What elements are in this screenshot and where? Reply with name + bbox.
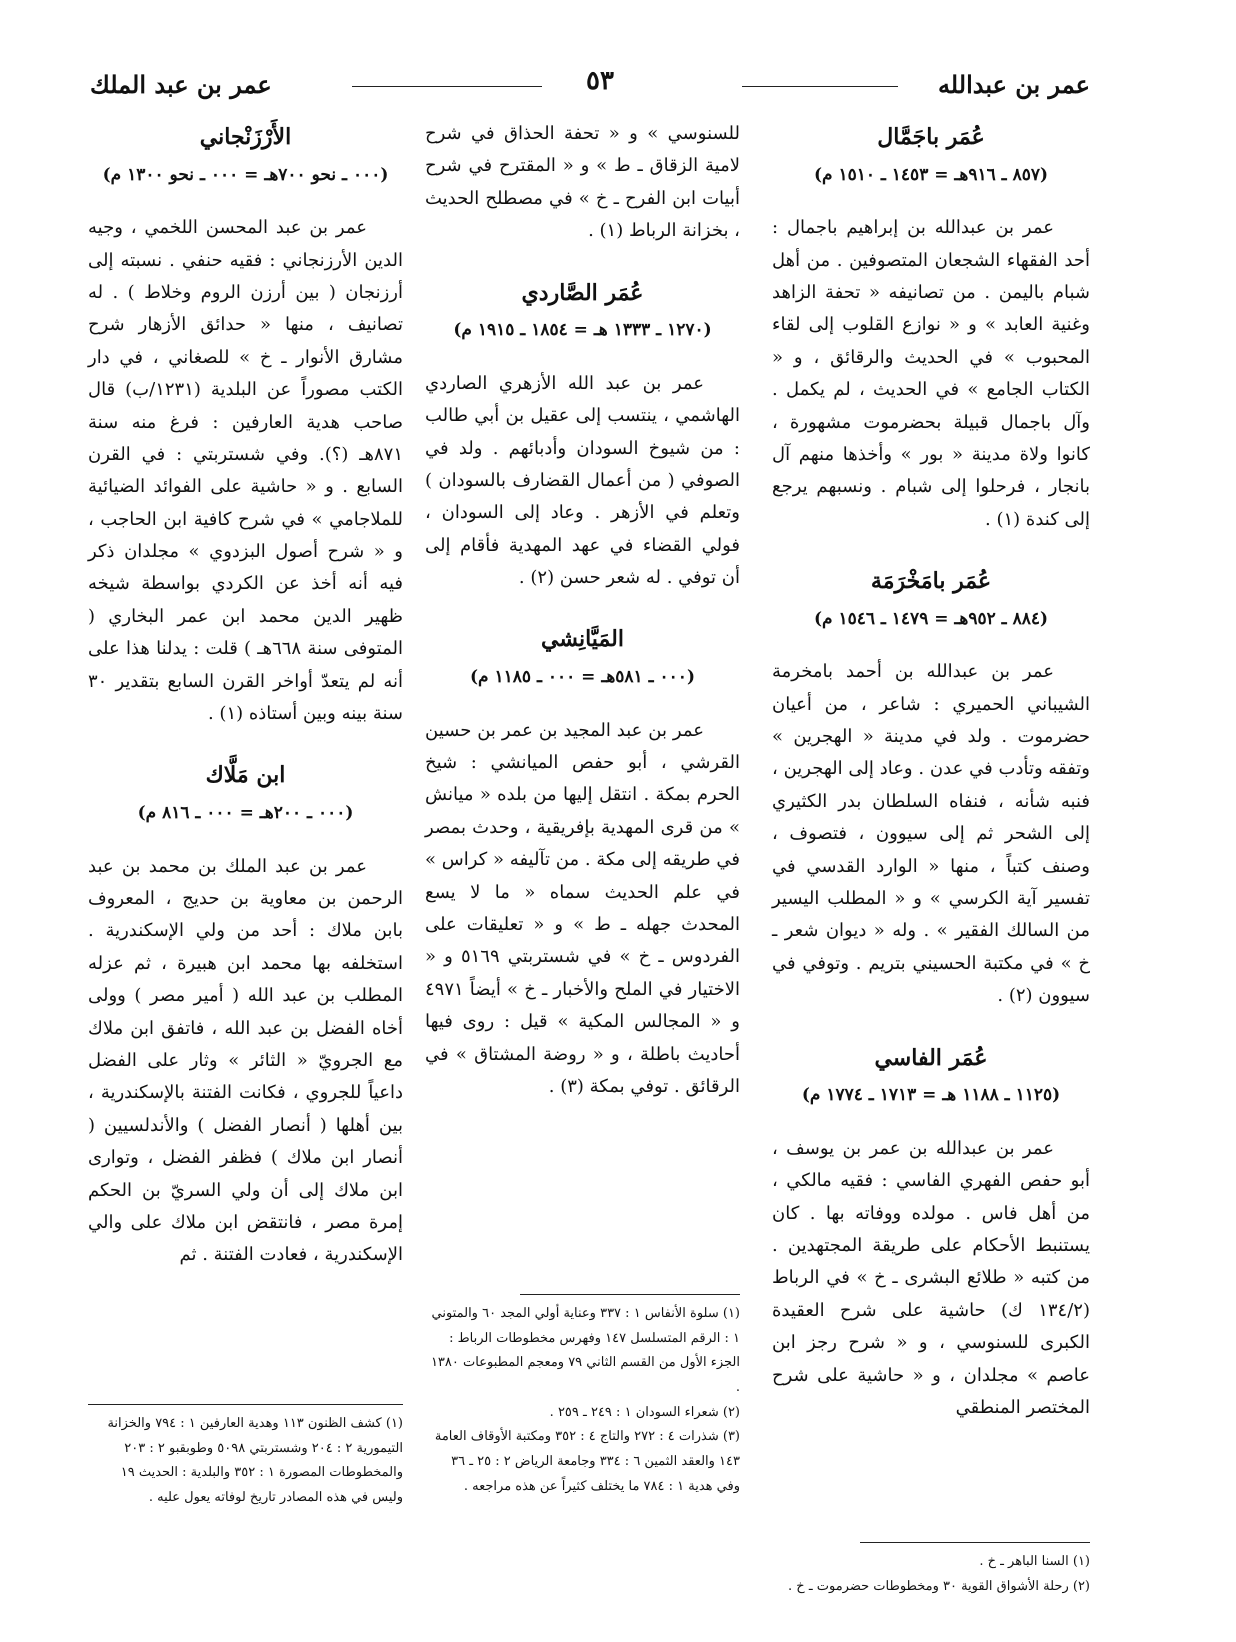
- entry-dates: (٠٠٠ ـ ٢٠٠هـ = ٠٠٠ ـ ٨١٦ م): [137, 803, 354, 824]
- footnote: (٣) شذرات ٤ : ٢٧٢ والتاج ٤ : ٣٥٢ ومكتبة الأوقاف العامة ١٤٣ والعقد الثمين ٦ : ٣٣٤ وجامعة الرياض ٢ : ٢٥ ـ ٣٦ وفي هدية ١ : ٧٨٤ ما يختلف كثيراً عن هذه مراجعه .: [434, 1429, 740, 1494]
- footnote: (٢) رحلة الأشواق القوية ٣٠ ومخطوطات حضرموت ـ خ .: [788, 1578, 1090, 1594]
- footnote-rule-right: [860, 1542, 1090, 1543]
- entry-alsaradi: [425, 274, 740, 595]
- entry-bajammal: [772, 118, 1090, 536]
- footnote: (١) كشف الظنون ١١٣ وهدية العارفين ١ : ٧٩٤ والخزانة التيمورية ٢ : ٢٠٤ وشستربتي ٥٠٩٨ وطوبقبو ٢ : ٢٠٣ والمخطوطات المصورة ١ : ٣٥٢ والبلدية : الحديث ١٩ وليس في هذه المصادر تاريخ لوفاته يعول عليه .: [107, 1416, 403, 1506]
- footnotes-right: [772, 1550, 1090, 1599]
- entry-dates: (٠٠٠ ـ ٥٨١هـ = ٠٠٠ ـ ١١٨٥ م): [470, 667, 695, 688]
- entry-body: عمر بن عبدالله بن عمر بن يوسف ، أبو حفص الفهري الفاسي : فقيه مالكي ، من أهل فاس . مولده ووفاته بها . كان يستنبط الأحكام على طريقة المجتهدين . من كتبه « طلائع البشرى ـ خ » في الرباط (١٣٤/٢ ك) حاشية على شرح العقيدة الكبرى للسنوسي ، و « شرح رجز ابن عاصم » مجلدان ، و « حاشية على شرح المختصر المنطقي: [772, 1137, 1090, 1418]
- column-middle: [425, 118, 740, 1129]
- entry-title: المَيَّانِشي: [541, 626, 624, 653]
- footnote-rule-middle: [520, 1294, 740, 1295]
- entry-title: عُمَر باجَمَّال: [877, 124, 985, 150]
- entry-body: عمر بن عبدالله بن إبراهيم باجمال : أحد الفقهاء الشجعان المتصوفين . من أهل شبام باليمن . من تصانيفه « تحفة الزاهد وغنية العابد » و « نوازع القلوب إلى لقاء المحبوب » في الحديث والرقائق ، و « الكتاب الجامع » في الحديث ، لم يكمل . وآل باجمال قبيلة بحضرموت مشهورة ، كانوا ولاة مدينة « بور » وأخذها منهم آل بانجار ، فرحلوا إلى شبام . ونسبهم يرجع إلى كندة (١) .: [772, 217, 1090, 530]
- footnotes-left: [88, 1412, 403, 1511]
- entry-body: عمر بن عبد الله الأزهري الصاردي الهاشمي ، ينتسب إلى عقيل بن أبي طالب : من شيوخ السودان وأدبائهم . ولد في الصوفي ( من أعمال القضارف بالسودان ) وتعلم في الأزهر . وعاد إلى السودان ، فولي القضاء في عهد المهدية فأقام إلى أن توفي . له شعر حسن (٢) .: [425, 372, 740, 589]
- entry-title: عُمَر بامَخْرَمَة: [870, 568, 992, 595]
- footnote: (١) سلوة الأنفاس ١ : ٣٣٧ وعناية أولي المجد ٦٠ والمتوني ١ : الرقم المتسلسل ١٤٧ وفهرس مخطوطات الرباط : الجزء الأول من القسم الثاني ٧٩ ومعجم المطبوعات ١٣٨٠ .: [430, 1306, 740, 1396]
- entry-title: عُمَر الفاسي: [874, 1044, 988, 1071]
- entry-body: عمر بن عبد المجيد بن عمر بن حسين القرشي ، أبو حفص الميانشي : شيخ الحرم بمكة . انتقل إليها من بلده « ميانش » من قرى المهدية بإفريقية ، وحدث بمصر في طريقه إلى مكة . من تآليفه « كراس » في علم الحديث سماه « ما لا يسع المحدث جهله ـ ط » و « تعليقات على الفردوس ـ خ » في شستربتي ٥١٦٩ و « الاختيار في الملح والأخبار ـ خ » أيضاً ٤٩٧١ و « المجالس المكية » قيل : روى فيها أحاديث باطلة ، و « روضة المشتاق » في الرقائق . توفي بمكة (٣) .: [425, 719, 740, 1097]
- header-rule-left: [352, 86, 542, 87]
- column-left: [88, 118, 403, 1298]
- footnote: (١) السنا الباهر ـ خ .: [979, 1554, 1090, 1569]
- footnote-rule-left: [88, 1404, 403, 1405]
- entry-body: عمر بن عبد الملك بن محمد بن عبد الرحمن بن معاوية بن حديج ، المعروف بابن ملاك : أحد من ولي الإسكندرية . استخلفه بها محمد ابن هبيرة ، ثم عزله المطلب بن عبد الله ( أمير مصر ) وولى أخاه الفضل بن عبد الله ، فاتفق ابن ملاك مع الجرويّ « الثائر » وثار على الفضل داعياً للجروي ، فكانت الفتنة بالإسكندرية ، بين أهلها ( أنصار الفضل ) والأندلسيين ( أنصار ابن ملاك ) فظفر الفضل ، وتوارى ابن ملاك إلى أن ولي السريّ بن الحكم إمرة مصر ، فانتقض ابن ملاك على والي الإسكندرية ، فعادت الفتنة . ثم: [88, 855, 403, 1266]
- entry-alarzanjani: [88, 118, 403, 730]
- entry-title: الأَرْزَنْجاني: [199, 124, 292, 150]
- running-head-left: عمر بن عبد الملك: [90, 70, 272, 99]
- entry-almayanishi: [425, 620, 740, 1103]
- entry-title: عُمَر الصَّاردي: [521, 279, 644, 306]
- entry-ibn-mallak: [88, 756, 403, 1271]
- entry-bamakhrama: [772, 562, 1090, 1012]
- footnote: (٢) شعراء السودان ١ : ٢٤٩ ـ ٢٥٩ .: [549, 1404, 740, 1420]
- entry-dates: (٨٨٤ ـ ٩٥٢هـ = ١٤٧٩ ـ ١٥٤٦ م): [813, 608, 1049, 629]
- footnotes-middle: [425, 1302, 740, 1500]
- entry-body: عمر بن عبد المحسن اللخمي ، وجيه الدين الأرزنجاني : فقيه حنفي . نسبته إلى أرزنجان ( بين أرزن الروم وخلاط ) . له تصانيف ، منها « حدائق الأزهار شرح مشارق الأنوار ـ خ » للصغاني ، في دار الكتب مصوراً عن البلدية (١٢٣١/ب) قال صاحب هدية العارفين : فرغ منه سنة ٨٧١هـ (؟). وفي شستربتي : في القرن السابع . و « حاشية على الفوائد الضيائية للملاجامي » في شرح كافية ابن الحاجب ، و « شرح أصول البزدوي » مجلدان ذكر فيه أنه أخذ عن الكردي بواسطة شيخه ظهير الدين محمد ابن عمر البخاري ( المتوفى سنة ٦٦٨هـ ) قلت : يدلنا هذا على أنه لم يتعدّ أواخر القرن السابع بتقدير ٣٠ سنة بينه وبين أستاذه (١) .: [88, 217, 403, 725]
- running-head-right: عمر بن عبدالله: [937, 70, 1090, 99]
- page-header: [90, 62, 1090, 106]
- entry-dates: (١١٢٥ ـ ١١٨٨ هـ = ١٧١٣ ـ ١٧٧٤ م): [801, 1085, 1061, 1106]
- continued-text: للسنوسي » و « تحفة الحذاق في شرح لامية الزقاق ـ ط » و « المقترح في شرح أبيات ابن الفرح ـ خ » في مصطلح الحديث ، بخزانة الرباط (١) .: [425, 123, 740, 242]
- page-number: ٥٣: [586, 66, 614, 96]
- entry-title: ابن مَلَّاك: [205, 762, 286, 789]
- entry-dates: (١٢٧٠ ـ ١٣٣٣ هـ = ١٨٥٤ ـ ١٩١٥ م): [453, 320, 712, 341]
- header-rule-right: [742, 86, 898, 87]
- entry-dates: (٠٠٠ ـ نحو ٧٠٠هـ = ٠٠٠ ـ نحو ١٣٠٠ م): [102, 164, 389, 185]
- column-right: [772, 118, 1090, 1450]
- entry-alfasi: [772, 1039, 1090, 1425]
- entry-dates: (٨٥٧ ـ ٩١٦هـ = ١٤٥٣ ـ ١٥١٠ م): [813, 164, 1049, 185]
- entry-body: عمر بن عبدالله بن أحمد بامخرمة الشيباني الحميري : شاعر ، من أعيان حضرموت . ولد في مدينة « الهجرين » وتفقه وتأدب في عدن . وعاد إلى الهجرين ، فنبه شأنه ، فنفاه السلطان بدر الكثيري إلى الشحر ثم إلى سيوون ، فتصوف ، وصنف كتباً ، منها « الوارد القدسي في تفسير آية الكرسي » و « المطلب اليسير من السالك الفقير » . وله « ديوان شعر ـ خ » في مكتبة الحسيني بتريم . وتوفي في سيوون (٢) .: [772, 661, 1090, 1007]
